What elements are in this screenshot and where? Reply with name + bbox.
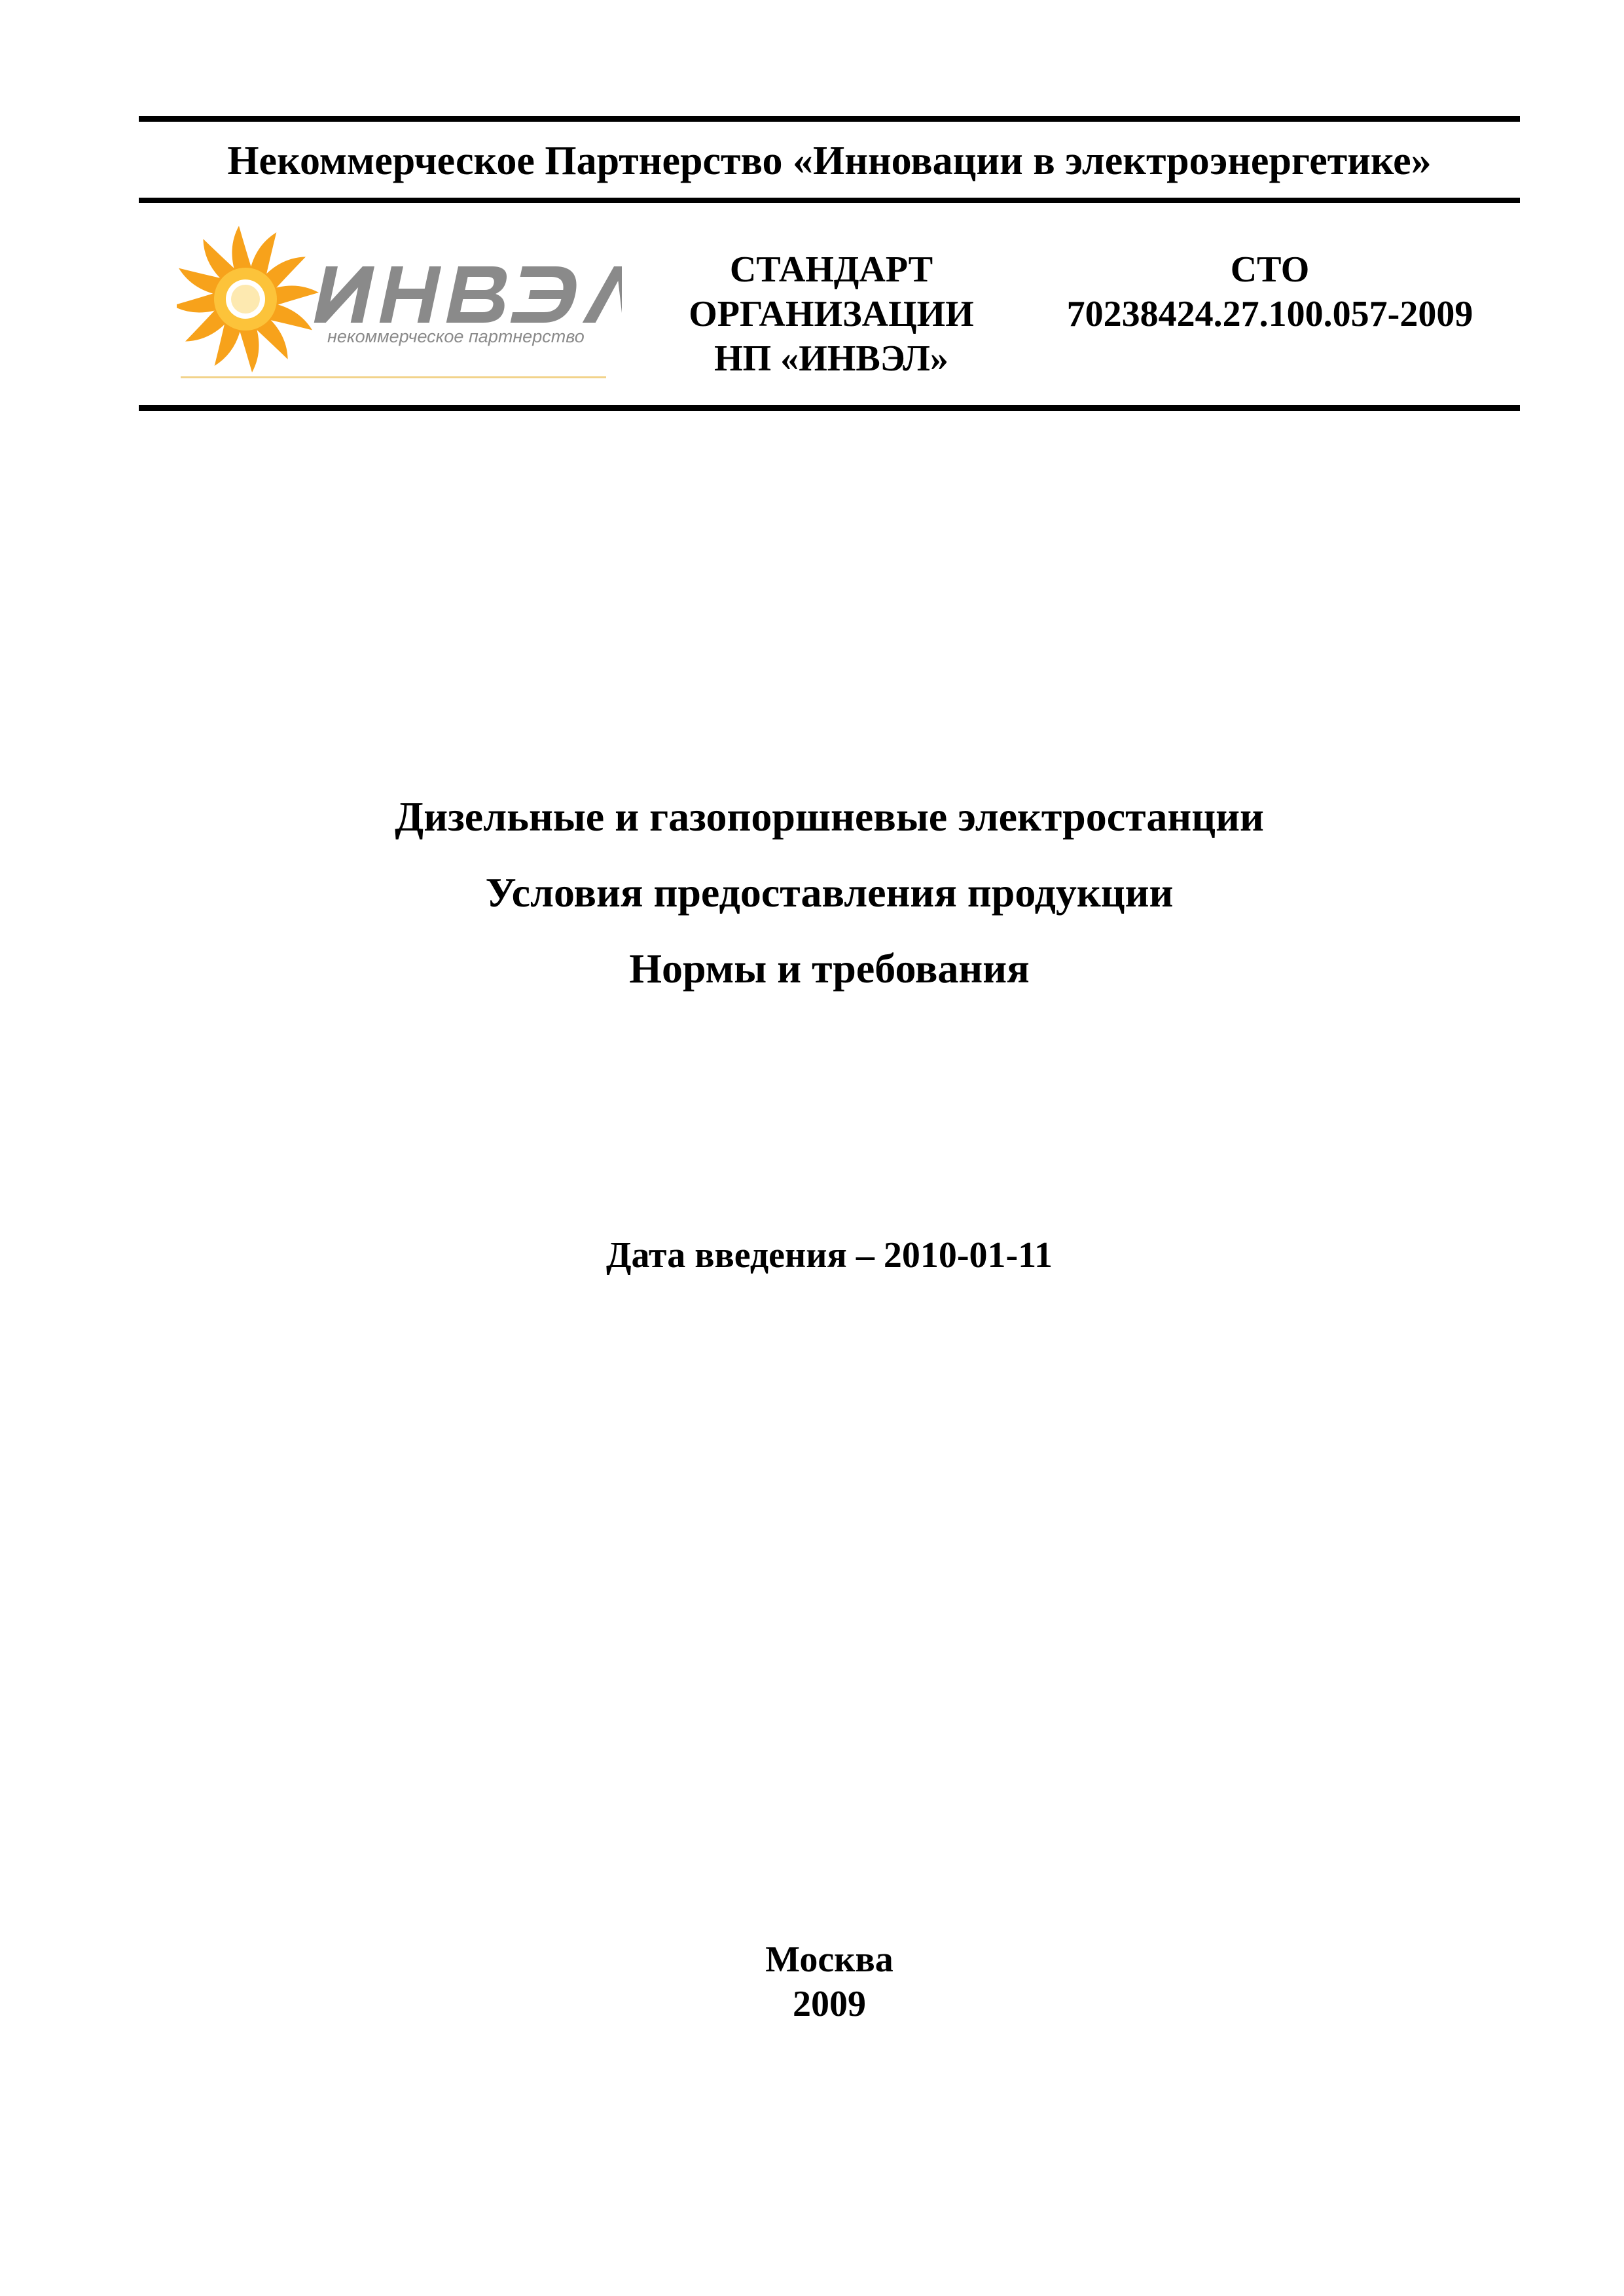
city: Москва: [765, 1939, 893, 1980]
title-line: Нормы и требования: [629, 945, 1030, 992]
publication-place: [139, 1937, 1520, 2026]
standard-line: ОРГАНИЗАЦИИ: [689, 294, 974, 334]
logo-underline: [181, 376, 606, 378]
document-title: [139, 779, 1520, 1007]
standard-label: [635, 247, 1028, 381]
sun-logo-icon: [177, 226, 622, 386]
invel-logo: [177, 226, 622, 386]
code-prefix: СТО: [1230, 249, 1310, 290]
organization-name: Некоммерческое Партнерство «Инновации в электроэнергетике»: [227, 139, 1432, 183]
code-number: 70238424.27.100.057-2009: [1066, 294, 1473, 334]
standard-code: [1034, 247, 1506, 336]
svg-text:некоммерческое партнерство: некоммерческое партнерство: [327, 327, 585, 346]
introduction-date: Дата введения – 2010-01-11: [605, 1235, 1053, 1276]
header-rule: [139, 198, 1520, 203]
title-line: Дизельные и газопоршневые электростанции: [395, 793, 1264, 840]
standard-line: СТАНДАРТ: [729, 249, 933, 290]
header-bottom-rule: [139, 405, 1520, 411]
standard-line: НП «ИНВЭЛ»: [714, 338, 948, 379]
title-line: Условия предоставления продукции: [485, 869, 1174, 916]
year: 2009: [793, 1984, 866, 2024]
top-rule: [139, 116, 1520, 122]
